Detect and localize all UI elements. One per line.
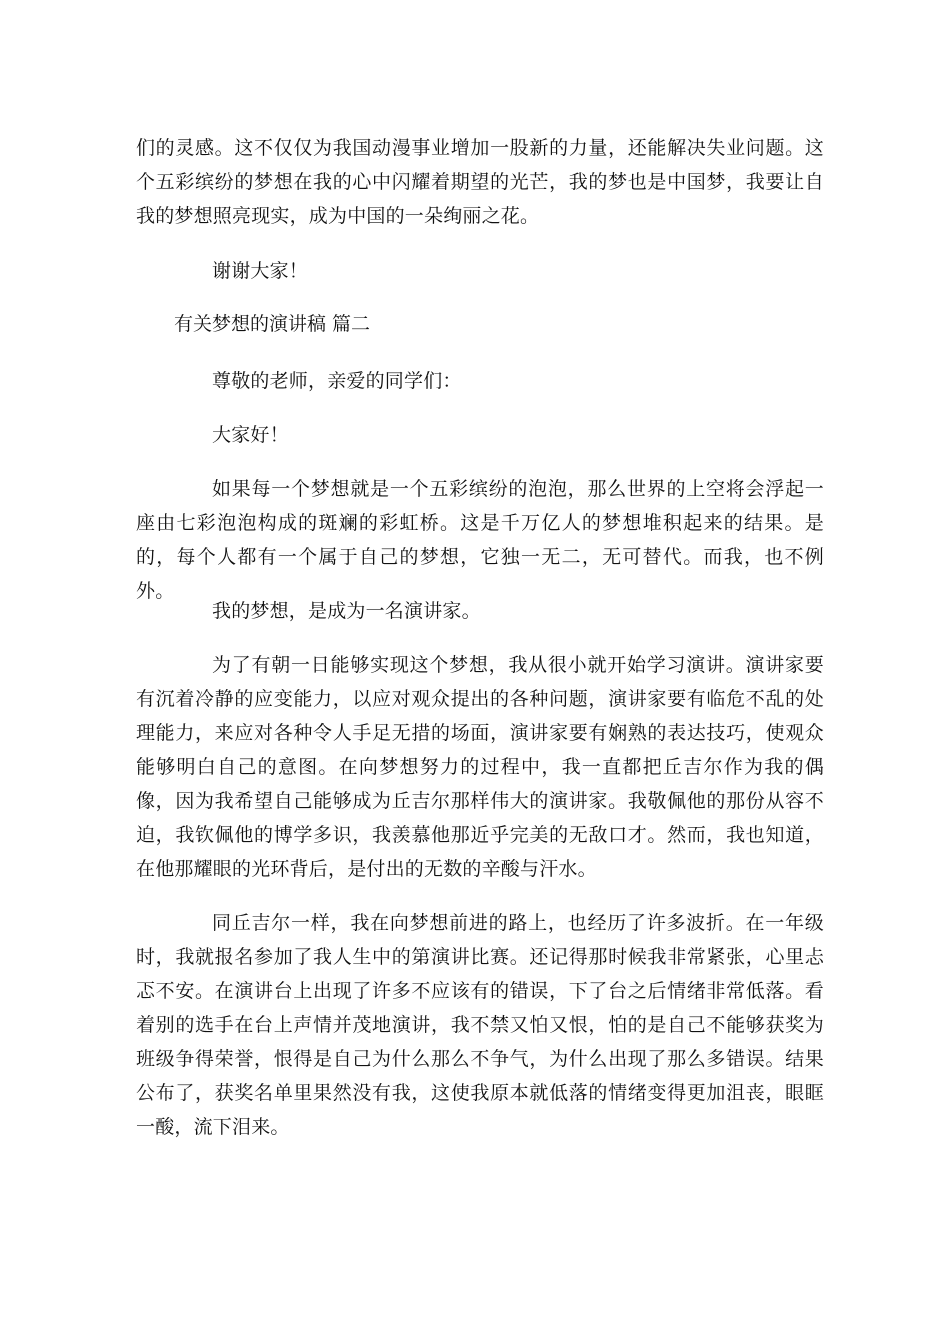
paragraph-first-contest: 同丘吉尔一样，我在向梦想前进的路上，也经历了许多波折。在一年级时，我就报名参加了我人生中的第演讲比赛。还记得那时候我非常紧张，心里忐忑不安。在演讲台上出现了许多不应该有的错误，下了台之后情绪非常低落。看着别的选手在台上声情并茂地演讲，我不禁又怕又恨，怕的是自己不能够获奖为班级争得荣誉，恨得是自己为什么那么不争气，为什么出现了那么多错误。结果公布了，获奖名单里果然没有我，这使我原本就低落的情绪变得更加沮丧，眼眶一酸，流下泪来。 — [136, 912, 824, 1138]
paragraph-dream-bubbles: 如果每一个梦想就是一个五彩缤纷的泡泡，那么世界的上空将会浮起一座由七彩泡泡构成的斑斓的彩虹桥。这是千万亿人的梦想堆积起来的结果。是的，每个人都有一个属于自己的梦想，它独一无二，无可替代。而我，也不例外。 — [136, 478, 824, 602]
paragraph-greeting: 大家好！ — [212, 424, 289, 446]
paragraph-thanks: 谢谢大家！ — [212, 260, 309, 282]
paragraph-my-dream: 我的梦想，是成为一名演讲家。 — [212, 600, 481, 622]
paragraph-salutation: 尊敬的老师，亲爱的同学们： — [212, 370, 462, 392]
section-heading: 有关梦想的演讲稿 篇二 — [174, 313, 371, 335]
paragraph-continuation: 们的灵感。这不仅仅为我国动漫事业增加一股新的力量，还能解决失业问题。这个五彩缤纷的梦想在我的心中闪耀着期望的光芒，我的梦也是中国梦，我要让自我的梦想照亮现实，成为中国的一朵绚丽之花。 — [136, 137, 824, 227]
paragraph-learning-speech: 为了有朝一日能够实现这个梦想，我从很小就开始学习演讲。演讲家要有沉着冷静的应变能力，以应对观众提出的各种问题，演讲家要有临危不乱的处理能力，来应对各种令人手足无措的场面，演讲家要有娴熟的表达技巧，使观众能够明白自己的意图。在向梦想努力的过程中，我一直都把丘吉尔作为我的偶像，因为我希望自己能够成为丘吉尔那样伟大的演讲家。我敬佩他的那份从容不迫，我钦佩他的博学多识，我羡慕他那近乎完美的无敌口才。然而，我也知道，在他那耀眼的光环背后，是付出的无数的辛酸与汗水。 — [136, 654, 824, 880]
